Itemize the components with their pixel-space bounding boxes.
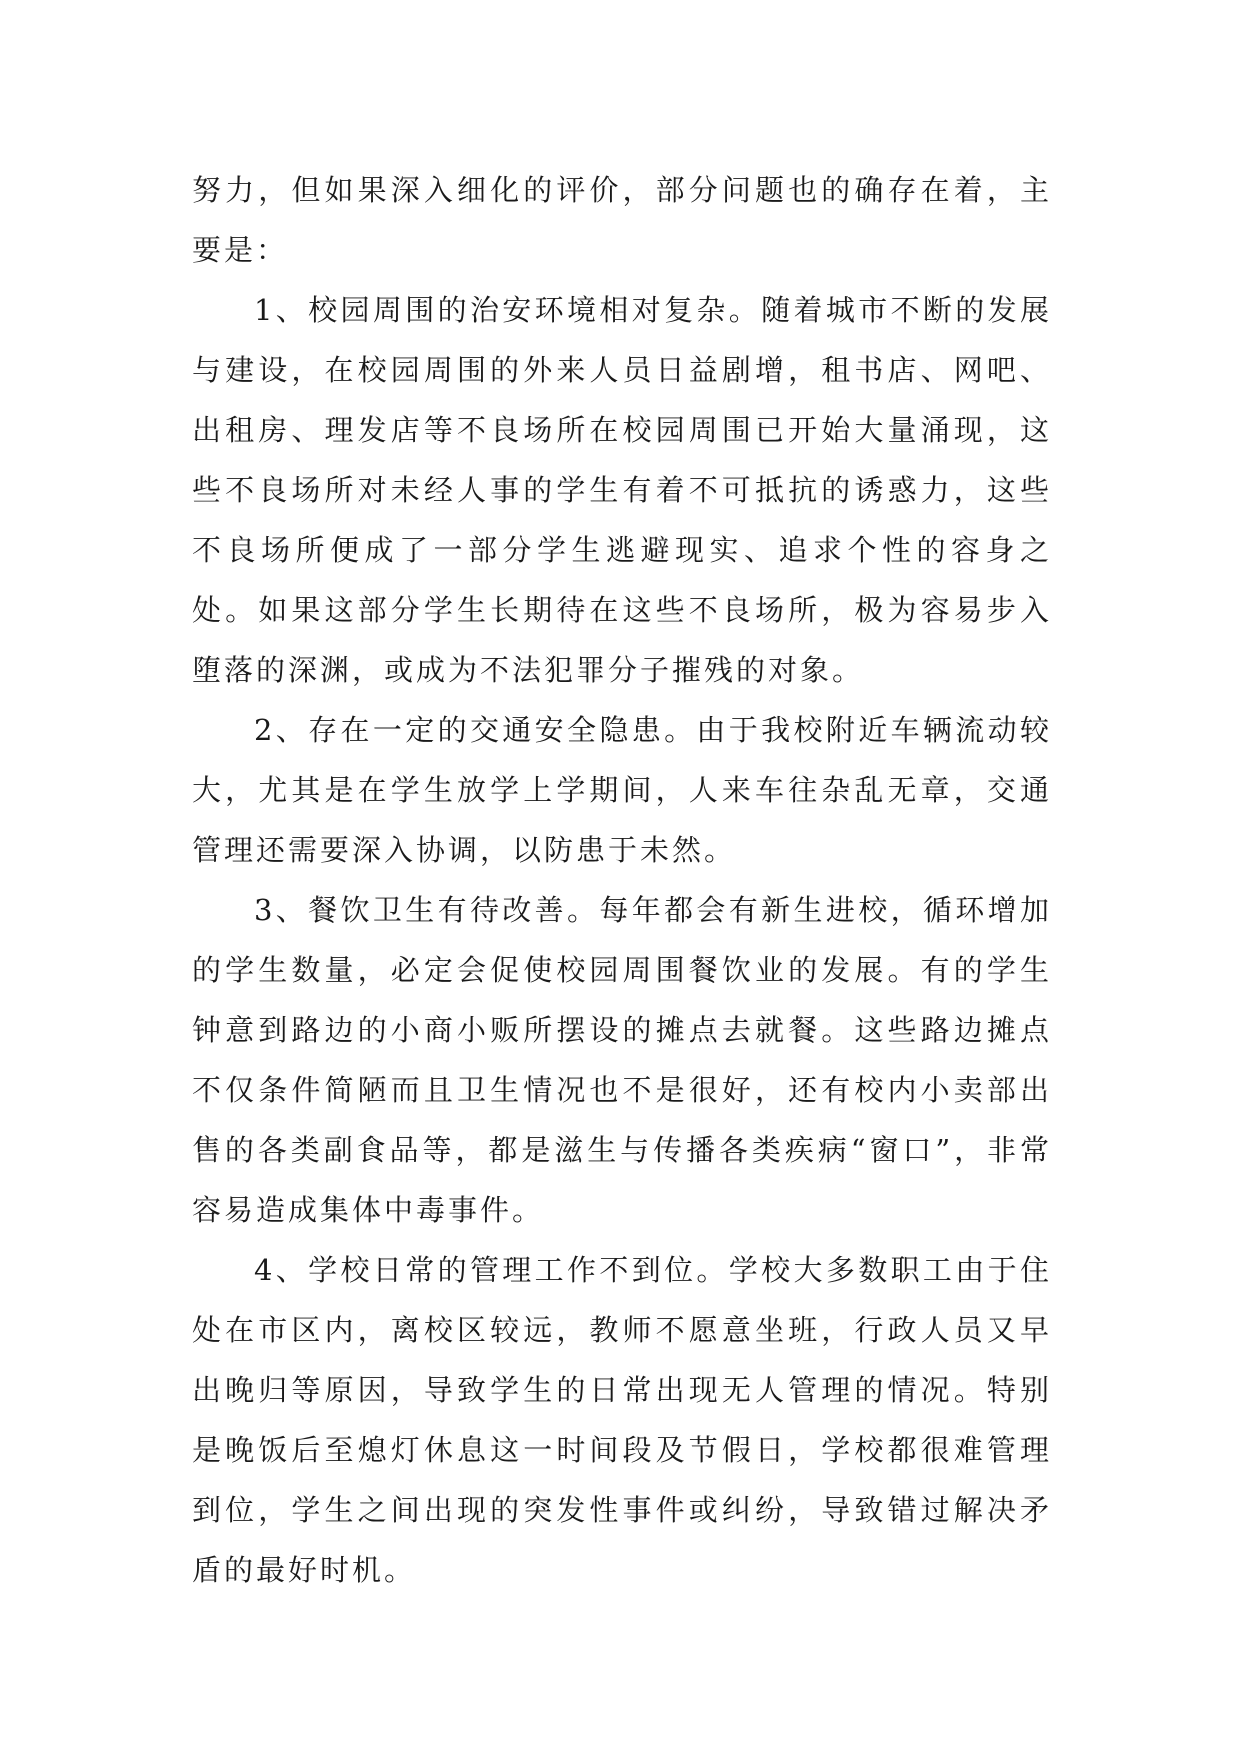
- paragraph-item-4-management: 4、学校日常的管理工作不到位。学校大多数职工由于住处在市区内，离校区较远，教师不愿意坐班，行政人员又早出晚归等原因，导致学生的日常出现无人管理的情况。特别是晚饭后至熄灯休息这一时间段及节假日，学校都很难管理到位，学生之间出现的突发性事件或纠纷，导致错过解决矛盾的最好时机。: [192, 1253, 1052, 1587]
- paragraph-item-2-traffic: 2、存在一定的交通安全隐患。由于我校附近车辆流动较大，尤其是在学生放学上学期间，人来车往杂乱无章，交通管理还需要深入协调，以防患于未然。: [192, 713, 1052, 867]
- paragraph-item-3-food-hygiene: 3、餐饮卫生有待改善。每年都会有新生进校，循环增加的学生数量，必定会促使校园周围餐饮业的发展。有的学生钟意到路边的小商小贩所摆设的摊点去就餐。这些路边摊点不仅条件简陋而且卫生情况也不是很好，还有校内小卖部出售的各类副食品等，都是滋生与传播各类疾病“窗口”，非常容易造成集体中毒事件。: [192, 893, 1052, 1227]
- document-body: [192, 160, 1052, 1600]
- paragraph-item-1-security: 1、校园周围的治安环境相对复杂。随着城市不断的发展与建设，在校园周围的外来人员日益剧增，租书店、网吧、出租房、理发店等不良场所在校园周围已开始大量涌现，这些不良场所对未经人事的学生有着不可抵抗的诱惑力，这些不良场所便成了一部分学生逃避现实、追求个性的容身之处。如果这部分学生长期待在这些不良场所，极为容易步入堕落的深渊，或成为不法犯罪分子摧残的对象。: [192, 293, 1052, 687]
- paragraph-intro-continuation: 努力，但如果深入细化的评价，部分问题也的确存在着，主要是：: [192, 173, 1052, 267]
